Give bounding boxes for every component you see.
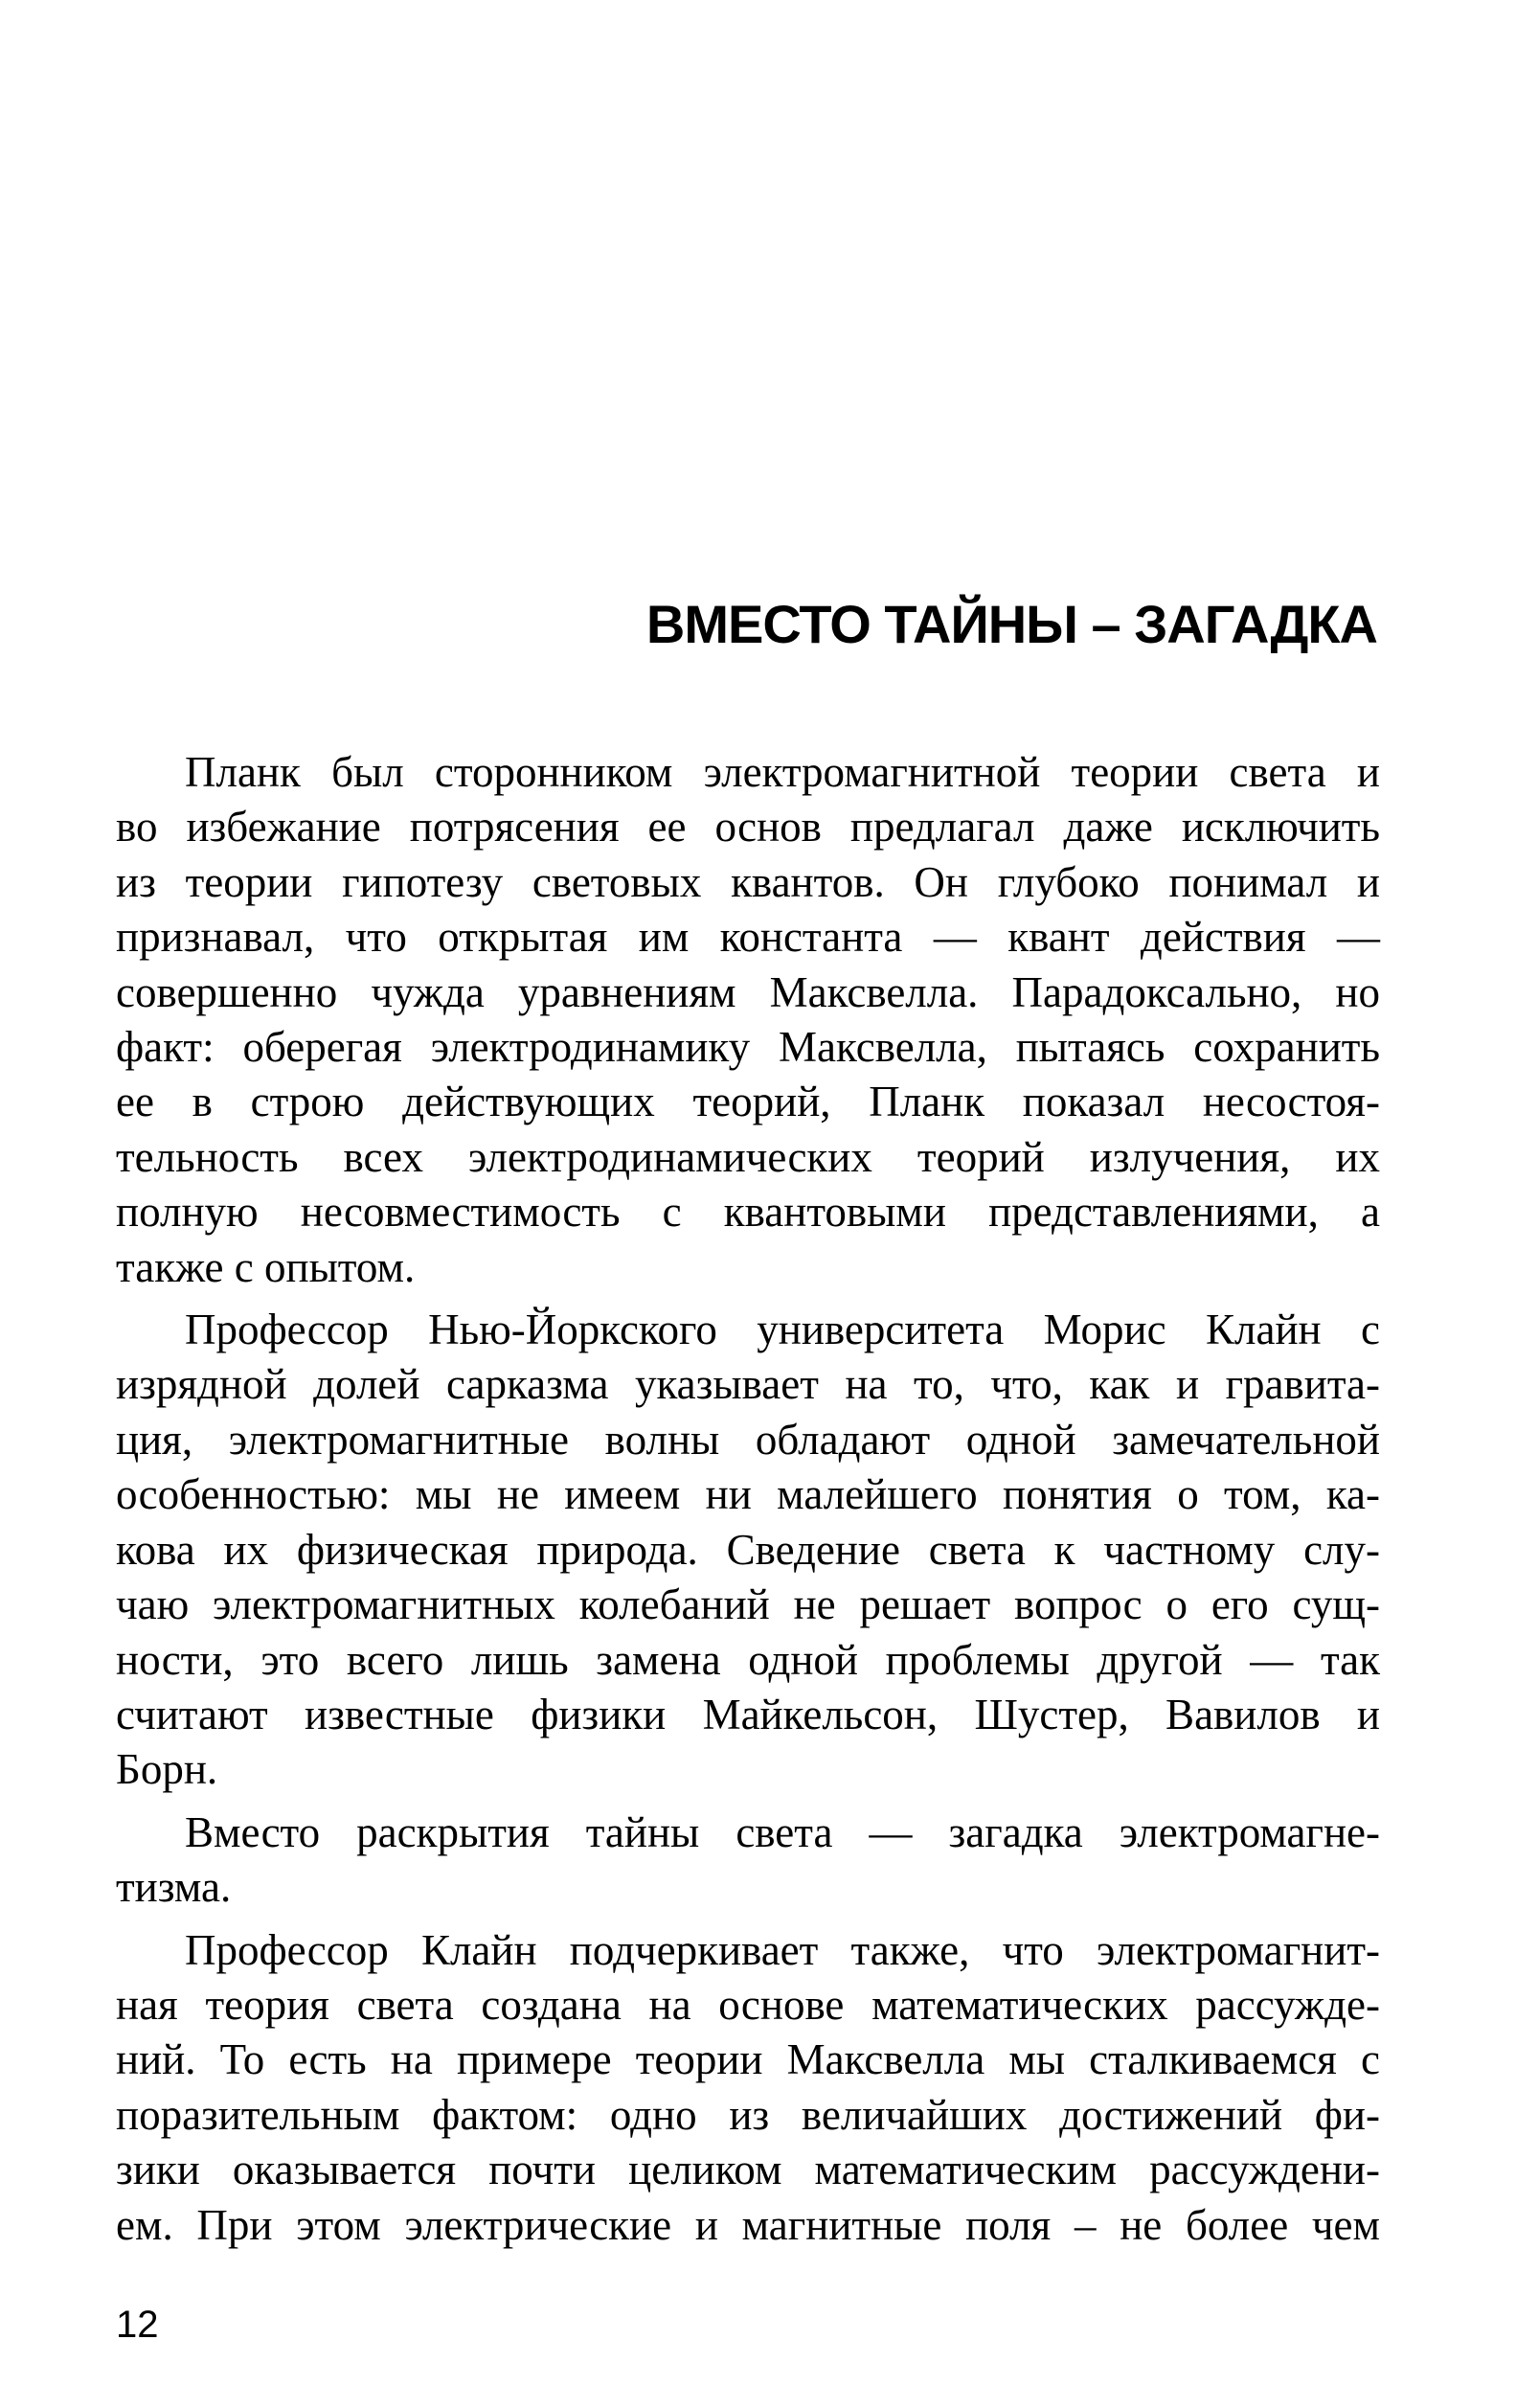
text-line: зики оказывается почти целиком математическим рассуждени- (116, 2146, 1380, 2194)
text-line: Борн. (116, 1745, 218, 1794)
text-line: ная теория света создана на основе математических рассужде- (116, 1980, 1380, 2029)
body-text (116, 745, 1380, 2253)
text-line: ее в строю действующих теорий, Планк показал несостоя- (116, 1078, 1380, 1126)
text-line: из теории гипотезу световых квантов. Он глубоко понимал и (116, 857, 1380, 906)
text-line: ем. При этом электрические и магнитные поля – не более чем (116, 2200, 1380, 2249)
text-line: Планк был сторонником электромагнитной теории света и (185, 748, 1380, 796)
page-number: 12 (116, 2304, 159, 2346)
text-line: ция, электромагнитные волны обладают одной замечательной (116, 1415, 1380, 1464)
text-line: Вместо раскрытия тайны света — загадка электромагне- (185, 1807, 1380, 1856)
text-line: совершенно чужда уравнениям Максвелла. Парадоксально, но (116, 967, 1380, 1016)
text-line: особенностью: мы не имеем ни малейшего понятия о том, ка- (116, 1470, 1380, 1519)
text-line: ний. То есть на примере теории Максвелла мы сталкиваемся с (116, 2035, 1380, 2084)
paragraph-3 (116, 1806, 1380, 1916)
text-line: ности, это всего лишь замена одной проблемы другой — так (116, 1635, 1380, 1684)
text-line: чаю электромагнитных колебаний не решает вопрос о его сущ- (116, 1580, 1380, 1629)
text-line: тизма. (116, 1863, 232, 1912)
paragraph-4 (116, 1923, 1380, 2253)
text-line: Профессор Нью-Йоркского университета Морис Клайн с (185, 1306, 1380, 1354)
paragraph-2 (116, 1303, 1380, 1798)
text-line: тельность всех электродинамических теорий излучения, их (116, 1132, 1380, 1181)
text-line: поразительным фактом: одно из величайших достижений фи- (116, 2090, 1380, 2139)
text-line: Профессор Клайн подчеркивает также, что электромагнит- (185, 1925, 1380, 1974)
paragraph-1 (116, 745, 1380, 1295)
text-line: полную несовместимость с квантовыми представлениями, а (116, 1188, 1380, 1237)
text-line: также с опытом. (116, 1242, 416, 1291)
text-line: во избежание потрясения ее основ предлагал даже исключить (116, 803, 1380, 852)
text-line: изрядной долей сарказма указывает на то, что, как и гравита- (116, 1360, 1380, 1409)
text-line: признавал, что открытая им константа — квант действия — (116, 913, 1380, 962)
chapter-title: ВМЕСТО ТАЙНЫ – ЗАГАДКА (645, 594, 1377, 654)
text-line: кова их физическая природа. Сведение света к частному слу- (116, 1525, 1380, 1574)
text-line: считают известные физики Майкельсон, Шустер, Вавилов и (116, 1690, 1380, 1738)
text-line: факт: оберегая электродинамику Максвелла, пытаясь сохранить (116, 1023, 1380, 1072)
